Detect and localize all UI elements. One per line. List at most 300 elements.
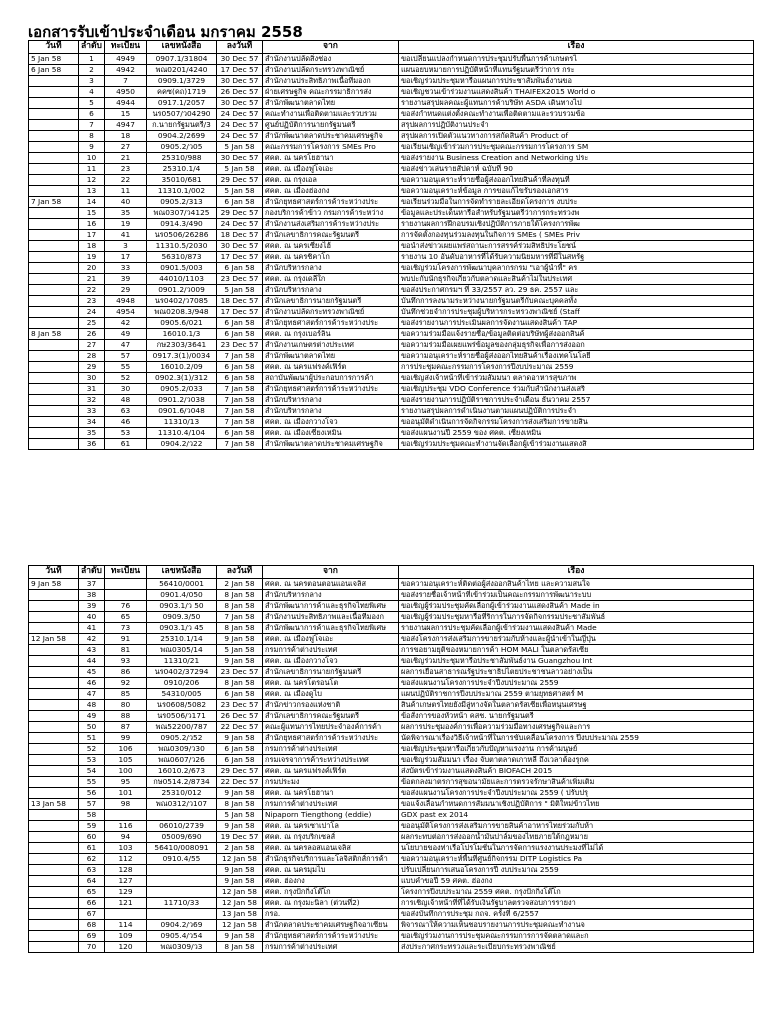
cell-reg: 4949 bbox=[105, 54, 147, 65]
table-row bbox=[29, 843, 754, 854]
cell-from: กรมการค้าต่างประเทศ bbox=[263, 645, 399, 656]
cell-from: ศคต. ณ นครชิคาโก bbox=[263, 252, 399, 263]
cell-date bbox=[29, 362, 79, 373]
cell-reg: 27 bbox=[105, 142, 147, 153]
cell-reg: 52 bbox=[105, 373, 147, 384]
document-title: เอกสารรับเข้าประจำเดือน มกราคม 2558 bbox=[28, 23, 303, 41]
cell-subject: บันทึกช่วยจำการประชุมผู้บริหารกระทรวงพาณิชย์ (Staff bbox=[399, 307, 754, 318]
cell-seq: 70 bbox=[79, 942, 105, 953]
cell-docno: 06010/2739 bbox=[147, 821, 217, 832]
cell-seq: 5 bbox=[79, 98, 105, 109]
cell-subject: GDX past ex 2014 bbox=[399, 810, 754, 821]
table-row bbox=[29, 799, 754, 810]
cell-from: สำนักเลขาธิการคณะรัฐมนตรี bbox=[263, 711, 399, 722]
cell-date bbox=[29, 285, 79, 296]
cell-subject: ขอเชิญส่งเจ้าหน้าที่เข้าร่วมสัมมนา ตลาดอาหารสุขภาพ bbox=[399, 373, 754, 384]
cell-seq: 47 bbox=[79, 689, 105, 700]
cell-docno: 11310/13 bbox=[147, 417, 217, 428]
cell-seq: 12 bbox=[79, 175, 105, 186]
cell-dated: 6 Jan 58 bbox=[217, 318, 263, 329]
cell-date bbox=[29, 755, 79, 766]
cell-date: 6 Jan 58 bbox=[29, 65, 79, 76]
incoming-documents-table-1 bbox=[28, 40, 754, 450]
cell-date bbox=[29, 898, 79, 909]
cell-reg: 40 bbox=[105, 197, 147, 208]
cell-dated: 5 Jan 58 bbox=[217, 142, 263, 153]
cell-dated: 2 Jan 58 bbox=[217, 579, 263, 590]
cell-subject: ผลกระทบต่อการส่งออกน้ำมันปาล์มของไทยภายใต้กฎหมาย bbox=[399, 832, 754, 843]
cell-subject: ข้อมูลและประเด็นหารือสำหรับรัฐมนตรีว่าการกระทรวงพ bbox=[399, 208, 754, 219]
table-row bbox=[29, 612, 754, 623]
cell-docno: 0902.3(1)/312 bbox=[147, 373, 217, 384]
cell-from: คณะผู้แทนการไทยประจำองค์การค้า bbox=[263, 722, 399, 733]
cell-reg: 85 bbox=[105, 689, 147, 700]
table-row bbox=[29, 744, 754, 755]
cell-dated: 9 Jan 58 bbox=[217, 733, 263, 744]
cell-date: 9 Jan 58 bbox=[29, 579, 79, 590]
cell-seq: 1 bbox=[79, 54, 105, 65]
cell-subject: ขอความอนุเคราะห์ติดต่อผู้ส่งออกสินค้าไทย และความสนใจ bbox=[399, 579, 754, 590]
cell-reg: 81 bbox=[105, 645, 147, 656]
cell-from: สำนักบริหารกลาง bbox=[263, 395, 399, 406]
cell-date bbox=[29, 76, 79, 87]
table-row bbox=[29, 120, 754, 131]
cell-reg: 30 bbox=[105, 384, 147, 395]
cell-dated: 12 Jan 58 bbox=[217, 887, 263, 898]
table-row bbox=[29, 777, 754, 788]
cell-dated: 6 Jan 58 bbox=[217, 744, 263, 755]
cell-from: ศคต. ณ นครลอสแอนเจลิส bbox=[263, 843, 399, 854]
table-row bbox=[29, 428, 754, 439]
cell-from: สถาบันพัฒนาผู้ประกอบการการค้า bbox=[263, 373, 399, 384]
cell-from: ศคต. ณ เมืองดูไบ bbox=[263, 689, 399, 700]
cell-date bbox=[29, 98, 79, 109]
cell-from: สำนักยุทธศาสตร์การค้าระหว่างประ bbox=[263, 384, 399, 395]
cell-reg: 46 bbox=[105, 417, 147, 428]
cell-seq: 8 bbox=[79, 131, 105, 142]
cell-subject: ขอส่งรายงานการปฏิบัติราชการประจำเดือน ธันวาคม 2557 bbox=[399, 395, 754, 406]
cell-reg: 114 bbox=[105, 920, 147, 931]
cell-docno: นร0402/ว7085 bbox=[147, 296, 217, 307]
cell-dated: 9 Jan 58 bbox=[217, 865, 263, 876]
cell-seq: 48 bbox=[79, 700, 105, 711]
cell-dated: 9 Jan 58 bbox=[217, 931, 263, 942]
cell-reg: 17 bbox=[105, 252, 147, 263]
table-row bbox=[29, 601, 754, 612]
cell-docno: 25310.1/4 bbox=[147, 164, 217, 175]
cell-from: กรมการค้าต่างประเทศ bbox=[263, 942, 399, 953]
cell-docno: 16010.2/673 bbox=[147, 766, 217, 777]
cell-docno: พณ0208.3/948 bbox=[147, 307, 217, 318]
cell-date bbox=[29, 208, 79, 219]
cell-from: ศคต. ณ กรุงเดลีใก bbox=[263, 274, 399, 285]
cell-date bbox=[29, 711, 79, 722]
table-row bbox=[29, 810, 754, 821]
cell-date bbox=[29, 417, 79, 428]
cell-docno: 0909.3/50 bbox=[147, 612, 217, 623]
cell-docno: 11310.1/002 bbox=[147, 186, 217, 197]
cell-dated: 24 Dec 57 bbox=[217, 120, 263, 131]
cell-seq: 14 bbox=[79, 197, 105, 208]
cell-docno: 0905.2/313 bbox=[147, 197, 217, 208]
cell-from: ศคต. ณ นครโตรอนโต bbox=[263, 678, 399, 689]
cell-subject: สินค้าเกษตรไทยยังมีลู่ทางจัดในตลาดรัสเซียเพื่อหนุนเศรษฐ bbox=[399, 700, 754, 711]
cell-subject: การประชุมคณะกรรมการโครงการปีงบประมาณ 2559 bbox=[399, 362, 754, 373]
table-row bbox=[29, 590, 754, 601]
cell-date bbox=[29, 164, 79, 175]
cell-subject: ขอเชิญผู้ร่วมประชุมคัดเลือกผู้เข้าร่วมงานแสดงสินค้า Made in bbox=[399, 601, 754, 612]
cell-date bbox=[29, 766, 79, 777]
cell-dated: 30 Dec 57 bbox=[217, 76, 263, 87]
col-header-reg: ทะเบียน bbox=[105, 41, 147, 54]
cell-date bbox=[29, 854, 79, 865]
cell-seq: 62 bbox=[79, 854, 105, 865]
cell-seq: 22 bbox=[79, 285, 105, 296]
cell-docno: 0901.5/003 bbox=[147, 263, 217, 274]
cell-from: ศคต. ณ เมืองฟูโจเอะ bbox=[263, 164, 399, 175]
cell-date bbox=[29, 373, 79, 384]
cell-dated: 22 Dec 57 bbox=[217, 722, 263, 733]
cell-docno: 0901.4/050 bbox=[147, 590, 217, 601]
cell-docno bbox=[147, 887, 217, 898]
cell-seq: 65 bbox=[79, 887, 105, 898]
cell-subject: โครงการปีงบประมาณ 2559 ศคต. กรุงปักกิ่งโต๊โก bbox=[399, 887, 754, 898]
cell-dated: 12 Jan 58 bbox=[217, 854, 263, 865]
cell-seq: 16 bbox=[79, 219, 105, 230]
cell-date bbox=[29, 832, 79, 843]
cell-reg: 18 bbox=[105, 131, 147, 142]
cell-subject: ขอเชิญชวนเข้าร่วมงานแสดงสินค้า THAIFEX2015 World o bbox=[399, 87, 754, 98]
cell-docno: 56310/873 bbox=[147, 252, 217, 263]
cell-reg: 4954 bbox=[105, 307, 147, 318]
cell-docno: นร0507/ว04290 bbox=[147, 109, 217, 120]
cell-subject: ส่งบัตรเข้าร่วมงานแสดงสินค้า BIOFACH 2015 bbox=[399, 766, 754, 777]
cell-dated: 23 Dec 57 bbox=[217, 340, 263, 351]
cell-docno: 0901.2/ว009 bbox=[147, 285, 217, 296]
cell-from: สำนักยุทธศาสตร์การค้าระหว่างประ bbox=[263, 931, 399, 942]
cell-seq: 34 bbox=[79, 417, 105, 428]
table-row bbox=[29, 821, 754, 832]
cell-docno: 0907.1/31804 bbox=[147, 54, 217, 65]
cell-subject: การขอยามยุติของหมายการค้า HOM MALI ในตลาดรัสเซีย bbox=[399, 645, 754, 656]
cell-seq: 54 bbox=[79, 766, 105, 777]
cell-reg: 99 bbox=[105, 733, 147, 744]
cell-reg: 88 bbox=[105, 711, 147, 722]
cell-dated: 23 Dec 57 bbox=[217, 667, 263, 678]
cell-seq: 58 bbox=[79, 810, 105, 821]
cell-reg: 65 bbox=[105, 612, 147, 623]
cell-seq: 28 bbox=[79, 351, 105, 362]
cell-docno: 0903.1/ว 45 bbox=[147, 623, 217, 634]
cell-seq: 36 bbox=[79, 439, 105, 450]
cell-dated: 18 Dec 57 bbox=[217, 230, 263, 241]
cell-from: กองบริการค้าข้าว กรมการค้าระหว่าง bbox=[263, 208, 399, 219]
cell-reg: 15 bbox=[105, 109, 147, 120]
cell-date bbox=[29, 142, 79, 153]
cell-from: สำนักพัฒนาตลาดไทย bbox=[263, 98, 399, 109]
cell-subject: ขอความอนุเคราะห์รายชื่อผู้ส่งออกไทยสินค้าที่ลงทุนที่ bbox=[399, 175, 754, 186]
cell-subject: ขอส่งแผนงานปี 2559 ของ ศคต. เซี่ยงเหมิน bbox=[399, 428, 754, 439]
cell-subject: ขอความร่วมมือเผยแพร่ข้อมูลของกลุ่มธุรกิจเพื่อการส่งออก bbox=[399, 340, 754, 351]
cell-seq: 31 bbox=[79, 384, 105, 395]
cell-dated: 18 Dec 57 bbox=[217, 296, 263, 307]
cell-dated: 29 Dec 57 bbox=[217, 208, 263, 219]
cell-reg: 76 bbox=[105, 601, 147, 612]
table-row bbox=[29, 678, 754, 689]
cell-reg: 4947 bbox=[105, 120, 147, 131]
col-header-seq: ลำดับ bbox=[79, 41, 105, 54]
cell-subject: รายงานสรุปผลการดำเนินงานตามแผนปฏิบัติการประจำ bbox=[399, 406, 754, 417]
cell-seq: 33 bbox=[79, 406, 105, 417]
cell-reg: 91 bbox=[105, 634, 147, 645]
cell-date bbox=[29, 876, 79, 887]
cell-from: สำนักงานประสิทธิภาพและเนื้อทีมองก bbox=[263, 612, 399, 623]
cell-seq: 27 bbox=[79, 340, 105, 351]
cell-dated: 6 Jan 58 bbox=[217, 362, 263, 373]
cell-dated: 7 Jan 58 bbox=[217, 417, 263, 428]
table-row bbox=[29, 197, 754, 208]
cell-subject: พบปะกับนักธุรกิจเกี่ยวกับตลาดและสินค้าไม่ในประเทศ bbox=[399, 274, 754, 285]
cell-seq: 50 bbox=[79, 722, 105, 733]
table-row bbox=[29, 931, 754, 942]
cell-subject: ขอส่งกำหนดแต่งตั้งคณะทำงานเพื่อติดตามและรวบรวมข้อ bbox=[399, 109, 754, 120]
cell-docno: 0909.1/3729 bbox=[147, 76, 217, 87]
cell-seq: 41 bbox=[79, 623, 105, 634]
cell-date: 5 Jan 58 bbox=[29, 54, 79, 65]
cell-from: สำนักข่าวกรองแห่งชาติ bbox=[263, 700, 399, 711]
table-row bbox=[29, 241, 754, 252]
table-row bbox=[29, 755, 754, 766]
cell-from: สำนักพัฒนาการค้าและธุรกิจไทยพิเศษ bbox=[263, 623, 399, 634]
cell-date bbox=[29, 777, 79, 788]
table-row bbox=[29, 384, 754, 395]
cell-seq: 56 bbox=[79, 788, 105, 799]
table-row bbox=[29, 131, 754, 142]
cell-dated: 6 Jan 58 bbox=[217, 197, 263, 208]
cell-seq: 59 bbox=[79, 821, 105, 832]
cell-from: คณะกรรมการโครงการ SMEs Pro bbox=[263, 142, 399, 153]
cell-date bbox=[29, 351, 79, 362]
cell-docno: 16010.2/09 bbox=[147, 362, 217, 373]
cell-date bbox=[29, 230, 79, 241]
cell-subject: ขอเชิญร่วมสัมมนา เรื่อง จับตาตลาดเกาหลี ถึงเวลาต้องรุกค bbox=[399, 755, 754, 766]
cell-dated: 12 Jan 58 bbox=[217, 898, 263, 909]
cell-from: ศคต. ณ กรุงบริกเซลส์ bbox=[263, 832, 399, 843]
cell-dated: 6 Jan 58 bbox=[217, 373, 263, 384]
cell-subject: ขอเชิญร่วมงานการประชุมคณะกรรมการการจัดตลาดและก bbox=[399, 931, 754, 942]
cell-from: สำนักเลขาธิการคณะรัฐมนตรี bbox=[263, 230, 399, 241]
cell-from: สำนักพัฒนาตลาดไทย bbox=[263, 351, 399, 362]
cell-date bbox=[29, 920, 79, 931]
cell-dated: 5 Jan 58 bbox=[217, 645, 263, 656]
cell-dated: 7 Jan 58 bbox=[217, 384, 263, 395]
cell-subject: ขอส่งรายงานการประเมินผลการจัดงานแสดงสินค้า TAP bbox=[399, 318, 754, 329]
table-row bbox=[29, 373, 754, 384]
cell-date bbox=[29, 722, 79, 733]
cell-from: ศคต. ฮ่องกง bbox=[263, 876, 399, 887]
cell-date bbox=[29, 175, 79, 186]
cell-from: สำนักยุทธศาสตร์การค้าระหว่างประ bbox=[263, 733, 399, 744]
cell-date bbox=[29, 744, 79, 755]
cell-reg: 4948 bbox=[105, 296, 147, 307]
cell-reg: 86 bbox=[105, 667, 147, 678]
cell-docno: ก.นายกรัฐมนตรี/3 bbox=[147, 120, 217, 131]
cell-docno: 35010/681 bbox=[147, 175, 217, 186]
table-row bbox=[29, 175, 754, 186]
cell-dated: 8 Jan 58 bbox=[217, 942, 263, 953]
cell-docno: 0910.4/55 bbox=[147, 854, 217, 865]
cell-seq: 30 bbox=[79, 373, 105, 384]
table-body-1 bbox=[29, 54, 754, 450]
cell-from: สำนักบริหารกลาง bbox=[263, 285, 399, 296]
cell-from: ศคต. ณ กรุงเอล bbox=[263, 175, 399, 186]
cell-subject: การเชิญเจ้าหน้าที่ที่ได้รับเงินรัฐบาลตรวจสอบการรายงา bbox=[399, 898, 754, 909]
cell-docno: 0905.2/033 bbox=[147, 384, 217, 395]
cell-date bbox=[29, 219, 79, 230]
cell-seq: 46 bbox=[79, 678, 105, 689]
cell-subject: การจัดตั้งกองทุนร่วมลงทุนในกิจการ SMEs ( SMEs Priv bbox=[399, 230, 754, 241]
cell-reg: 103 bbox=[105, 843, 147, 854]
cell-reg: 112 bbox=[105, 854, 147, 865]
cell-dated: 29 Dec 57 bbox=[217, 766, 263, 777]
table-row bbox=[29, 219, 754, 230]
cell-subject: ข้อสั่งการของหัวหน้า คสช. นายกรัฐมนตรี bbox=[399, 711, 754, 722]
cell-date bbox=[29, 263, 79, 274]
cell-seq: 44 bbox=[79, 656, 105, 667]
table-row bbox=[29, 109, 754, 120]
cell-date bbox=[29, 590, 79, 601]
cell-reg: 57 bbox=[105, 351, 147, 362]
cell-reg: 73 bbox=[105, 623, 147, 634]
cell-date bbox=[29, 406, 79, 417]
cell-docno: นร0608/5082 bbox=[147, 700, 217, 711]
cell-dated: 7 Jan 58 bbox=[217, 351, 263, 362]
cell-dated: 30 Dec 57 bbox=[217, 153, 263, 164]
table-row bbox=[29, 634, 754, 645]
cell-subject: บันทึกการลงนามระหว่างนายกรัฐมนตรีกับคณะบุคคลทั้ง bbox=[399, 296, 754, 307]
table-row bbox=[29, 645, 754, 656]
cell-reg: 42 bbox=[105, 318, 147, 329]
cell-from: ศคต. ณ เมืองเซี่ยงเหมิน bbox=[263, 428, 399, 439]
cell-date bbox=[29, 296, 79, 307]
cell-subject: สรุปผลการปฏิบัติงานประจำ bbox=[399, 120, 754, 131]
cell-seq: 24 bbox=[79, 307, 105, 318]
cell-dated: 9 Jan 58 bbox=[217, 634, 263, 645]
cell-from: ศคต. ณ นครโยฮานา bbox=[263, 153, 399, 164]
cell-subject: รายงานสรุปผลคณะผู้แทนการค้าบริษัท ASDA เดินทางไป bbox=[399, 98, 754, 109]
table-row bbox=[29, 417, 754, 428]
cell-dated: 7 Jan 58 bbox=[217, 612, 263, 623]
table-row bbox=[29, 274, 754, 285]
col-header-from: จาก bbox=[263, 41, 399, 54]
cell-reg: 101 bbox=[105, 788, 147, 799]
table-row bbox=[29, 865, 754, 876]
table-row bbox=[29, 854, 754, 865]
cell-docno: 0901.2/ว038 bbox=[147, 395, 217, 406]
col-header-date: วันที่ bbox=[29, 566, 79, 579]
cell-subject: ขอความอนุเคราะห์รายชื่อผู้ส่งออกไทยสินค้าเรื่องเทคโนโลยี bbox=[399, 351, 754, 362]
cell-dated: 5 Jan 58 bbox=[217, 285, 263, 296]
cell-dated: 8 Jan 58 bbox=[217, 799, 263, 810]
cell-subject: ขอส่งข่าวเล่นรายสัปดาห์ ฉบับที่ 90 bbox=[399, 164, 754, 175]
table-row bbox=[29, 340, 754, 351]
table-row bbox=[29, 208, 754, 219]
cell-docno: 0901.6/ว048 bbox=[147, 406, 217, 417]
table-row bbox=[29, 667, 754, 678]
cell-subject: นโยบายของท่าเรือโปรโมชั่นในการจัดการแรงงานประมงที่ไม่ได้ bbox=[399, 843, 754, 854]
cell-seq: 26 bbox=[79, 329, 105, 340]
cell-from: สำนักตลาดประชาคมเศรษฐกิจอาเซียน bbox=[263, 920, 399, 931]
cell-date bbox=[29, 340, 79, 351]
cell-reg: 63 bbox=[105, 406, 147, 417]
col-header-dated: ลงวันที่ bbox=[217, 41, 263, 54]
cell-reg: 39 bbox=[105, 274, 147, 285]
cell-date bbox=[29, 700, 79, 711]
cell-from: ศคต. ณ เมืองกวางโจว bbox=[263, 656, 399, 667]
cell-docno: นร0506/ว171 bbox=[147, 711, 217, 722]
cell-subject: นัดพิจารณาเรื่องวิธีเจ้าหน้าที่ในการขับเคลื่อนโครงการ ปีงบประมาณ 2559 bbox=[399, 733, 754, 744]
cell-seq: 18 bbox=[79, 241, 105, 252]
cell-date bbox=[29, 689, 79, 700]
cell-dated: 5 Jan 58 bbox=[217, 186, 263, 197]
cell-from: สำนักงานเกษตรต่างประเทศ bbox=[263, 340, 399, 351]
cell-subject: ขอส่งโครงการส่งเสริมการขายร่วมกับห้างและผู้นำเข้าในญี่ปุ่น bbox=[399, 634, 754, 645]
col-header-reg: ทะเบียน bbox=[105, 566, 147, 579]
table-row bbox=[29, 252, 754, 263]
cell-docno: 56410/008091 bbox=[147, 843, 217, 854]
cell-from: ศูนย์ปฏิบัติการนายกรัฐมนตรี bbox=[263, 120, 399, 131]
col-header-seq: ลำดับ bbox=[79, 566, 105, 579]
cell-docno bbox=[147, 865, 217, 876]
cell-seq: 6 bbox=[79, 109, 105, 120]
cell-date bbox=[29, 318, 79, 329]
cell-dated: 8 Jan 58 bbox=[217, 590, 263, 601]
cell-seq: 67 bbox=[79, 909, 105, 920]
cell-seq: 64 bbox=[79, 876, 105, 887]
cell-seq: 7 bbox=[79, 120, 105, 131]
cell-from: กรมการค้าต่างประเทศ bbox=[263, 744, 399, 755]
cell-docno: 54310/005 bbox=[147, 689, 217, 700]
cell-reg: 4942 bbox=[105, 65, 147, 76]
cell-subject: ขอนำส่งข่าวเผยแพร่สถานะการสรรค์ร่วมสิทธิประโยชน์ bbox=[399, 241, 754, 252]
table-row bbox=[29, 579, 754, 590]
cell-from: ศคต. ณ เมืองกวางโจว bbox=[263, 417, 399, 428]
cell-docno: พณ52200/787 bbox=[147, 722, 217, 733]
cell-dated: 9 Jan 58 bbox=[217, 788, 263, 799]
cell-reg: 121 bbox=[105, 898, 147, 909]
cell-dated: 8 Jan 58 bbox=[217, 623, 263, 634]
cell-seq: 45 bbox=[79, 667, 105, 678]
cell-from: สำนักบริหารกลาง bbox=[263, 590, 399, 601]
cell-dated: 30 Dec 57 bbox=[217, 54, 263, 65]
cell-date bbox=[29, 810, 79, 821]
table-row bbox=[29, 439, 754, 450]
cell-docno: 0910/206 bbox=[147, 678, 217, 689]
table-row bbox=[29, 362, 754, 373]
cell-reg: 61 bbox=[105, 439, 147, 450]
cell-subject: ขอส่งรายชื่อเจ้าหน้าที่เข้าร่วมเป็นคณะกรรมการพัฒนาระบบ bbox=[399, 590, 754, 601]
cell-dated: 8 Jan 58 bbox=[217, 601, 263, 612]
cell-date bbox=[29, 821, 79, 832]
table-row bbox=[29, 898, 754, 909]
cell-from: สำนักบริหารกลาง bbox=[263, 263, 399, 274]
cell-reg: 98 bbox=[105, 799, 147, 810]
cell-docno: พณ0309/ว3 bbox=[147, 942, 217, 953]
cell-subject: ขอความอนุเคราะห์ข้อมูล การขอแก้ไขรับรองเอกสาร bbox=[399, 186, 754, 197]
cell-subject: ขอเชิญประชุมหารือเกี่ยวกับปัญหาแรงงาน การค้ามนุษย์ bbox=[399, 744, 754, 755]
cell-date bbox=[29, 645, 79, 656]
cell-reg bbox=[105, 810, 147, 821]
